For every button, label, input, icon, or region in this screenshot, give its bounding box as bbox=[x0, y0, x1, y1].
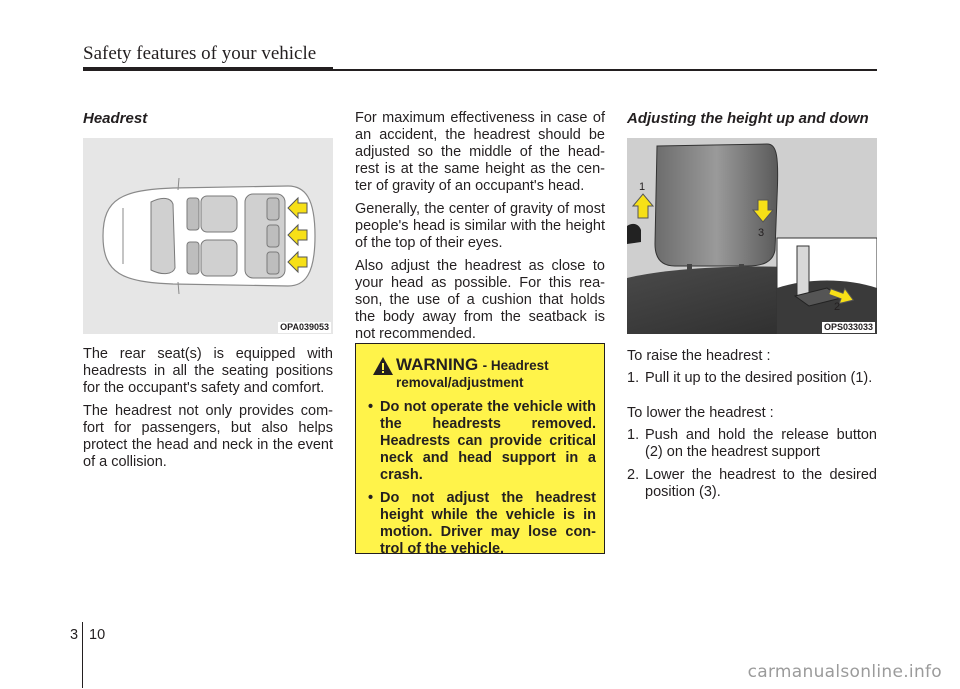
page-number: 10 bbox=[89, 627, 106, 643]
header-rule bbox=[83, 67, 333, 71]
headrest-adjustment-illustration bbox=[627, 138, 877, 334]
paragraph: The headrest not only provides com-fort for passengers, but also helps protect the head and neck in the event of a collision. bbox=[83, 403, 333, 470]
warning-list bbox=[366, 399, 596, 558]
warning-item: • Do not adjust the headrest height while the vehicle is in motion. Driver may lose con-trol of the vehicle. bbox=[368, 490, 596, 557]
page-number-divider bbox=[82, 622, 83, 688]
figure-caption: OPS033033 bbox=[823, 322, 873, 332]
raise-steps bbox=[627, 370, 877, 387]
warning-heading bbox=[366, 356, 596, 391]
warning-box bbox=[355, 343, 605, 557]
headrest-heading: Headrest bbox=[83, 110, 148, 127]
column-adjusting-height bbox=[627, 110, 877, 507]
step-item: 2. Lower the headrest to the desired position (3). bbox=[627, 467, 877, 500]
warning-subtitle-line-2: removal/adjustment bbox=[396, 375, 524, 390]
column-headrest-adjustment-text bbox=[355, 110, 605, 349]
section-title: Safety features of your vehicle bbox=[83, 43, 317, 64]
paragraph: The rear seat(s) is equipped with headrests in all the seating positions for the occupant's safety and comfort. bbox=[83, 346, 333, 396]
watermark: carmanualsonline.info bbox=[747, 662, 942, 682]
figure-label: 3 bbox=[758, 227, 765, 239]
car-seating-figure bbox=[83, 138, 333, 334]
warning-subtitle: - Headrest bbox=[482, 358, 549, 373]
chapter-number: 3 bbox=[70, 627, 79, 643]
paragraph: Also adjust the headrest as close to your head as possible. For this rea-son, the use of a cushion that holds the body away from the seatback is not recommended. bbox=[355, 258, 605, 342]
figure-caption: OPA039053 bbox=[280, 322, 329, 332]
header-rule-thin bbox=[333, 69, 877, 71]
step-item: 1. Pull it up to the desired position (1). bbox=[627, 370, 873, 386]
paragraph: For maximum effectiveness in case of an accident, the headrest should be adjusted so the middle of the head-rest is at the same height as the cen-ter of gravity of an occupant's head. bbox=[355, 110, 605, 194]
paragraph: Generally, the center of gravity of most people's head is similar with the height of the top of their eyes. bbox=[355, 201, 605, 251]
warning-item: • Do not operate the vehicle with the headrests removed. Headrests can provide critical neck and head support in a crash. bbox=[368, 399, 596, 483]
warning-triangle-icon bbox=[372, 356, 394, 376]
raise-intro: To raise the headrest : bbox=[627, 348, 771, 364]
lower-intro: To lower the headrest : bbox=[627, 405, 774, 421]
car-top-view-illustration bbox=[83, 138, 333, 334]
lower-steps bbox=[627, 427, 877, 501]
headrest-figure bbox=[627, 138, 877, 334]
warning-title: WARNING bbox=[396, 355, 479, 374]
figure-label: 2 bbox=[834, 301, 841, 313]
adjusting-height-heading: Adjusting the height up and down bbox=[627, 110, 869, 127]
figure-label: 1 bbox=[639, 181, 646, 193]
column-headrest bbox=[83, 110, 333, 477]
step-item: 1. Push and hold the release button (2) on the headrest support bbox=[627, 427, 877, 460]
